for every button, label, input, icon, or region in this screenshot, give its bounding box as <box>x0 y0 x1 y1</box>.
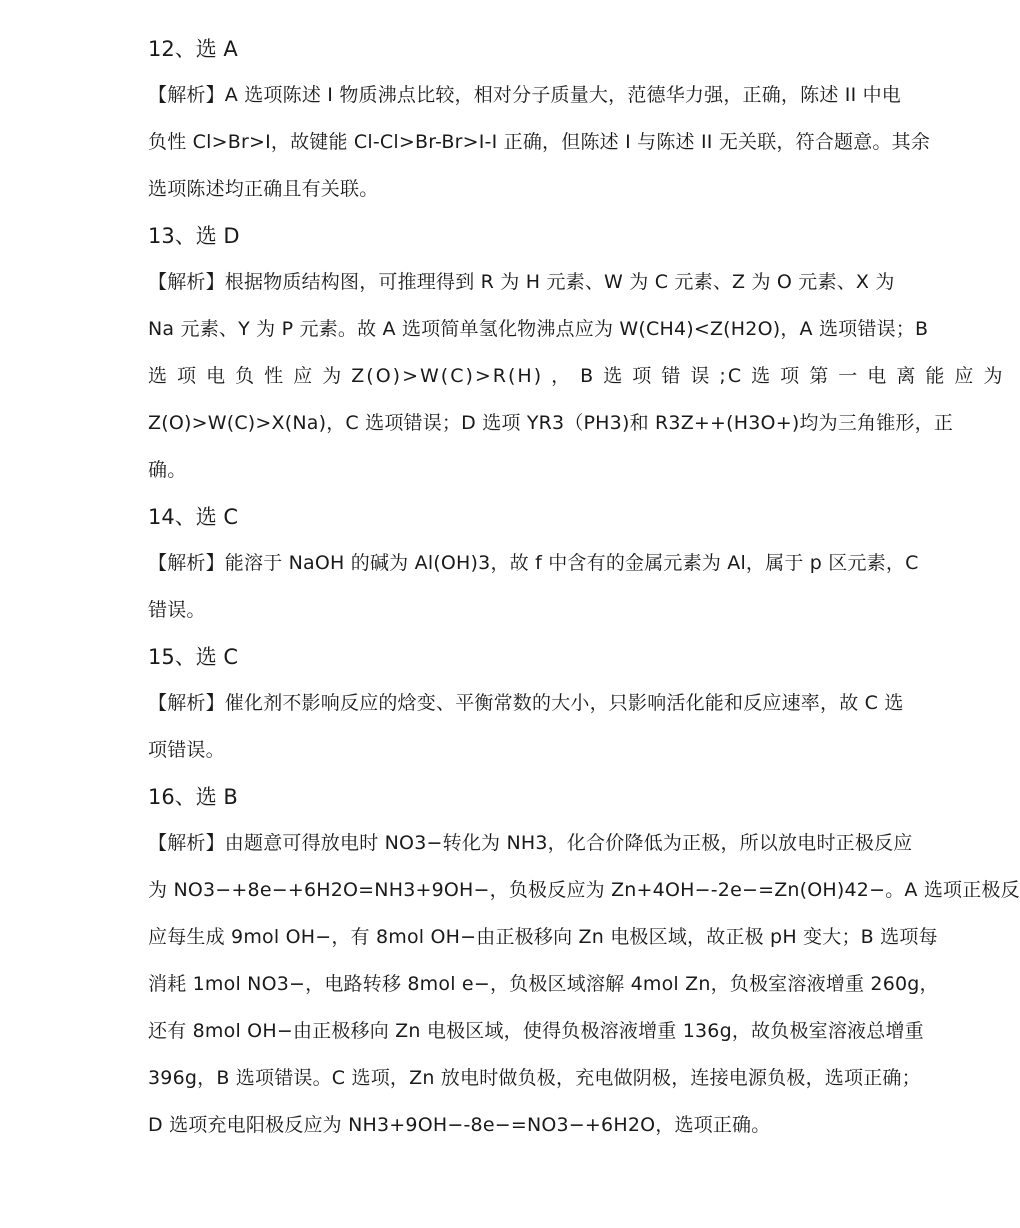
explanation-line: 【解析】A 选项陈述 I 物质沸点比较，相对分子质量大，范德华力强，正确，陈述 II 中电 <box>148 84 902 106</box>
explanation-line: 还有 8mol OH−由正极移向 Zn 电极区域，使得负极溶液增重 136g，故负极室溶液总增重 <box>148 1020 924 1042</box>
question-13-heading: 13、选 D <box>148 224 240 248</box>
explanation-line: 【解析】根据物质结构图，可推理得到 R 为 H 元素、W 为 C 元素、Z 为 O 元素、X 为 <box>148 271 895 293</box>
explanation-line: 消耗 1mol NO3−，电路转移 8mol e−，负极区域溶解 4mol Zn，负极室溶液增重 260g， <box>148 973 939 995</box>
question-16-heading: 16、选 B <box>148 785 238 809</box>
question-12-heading: 12、选 A <box>148 37 238 61</box>
question-14-heading: 14、选 C <box>148 505 239 529</box>
question-15-explanation <box>148 680 904 774</box>
explanation-line: Na 元素、Y 为 P 元素。故 A 选项简单氢化物沸点应为 W(CH4)<Z(H2O)，A 选项错误；B <box>148 318 929 340</box>
explanation-line: D 选项充电阳极反应为 NH3+9OH−-8e−=NO3−+6H2O，选项正确。 <box>148 1114 771 1136</box>
explanation-line: 错误。 <box>148 599 206 621</box>
explanation-line: Z(O)>W(C)>X(Na)，C 选项错误；D 选项 YR3（PH3)和 R3Z++(H3O+)均为三角锥形，正 <box>148 412 954 434</box>
question-12-explanation <box>148 72 931 213</box>
explanation-line: 项错误。 <box>148 739 225 761</box>
explanation-line: 选项陈述均正确且有关联。 <box>148 178 379 200</box>
explanation-line: 确。 <box>148 459 187 481</box>
question-13-explanation <box>148 259 1005 494</box>
explanation-line: 【解析】催化剂不影响反应的焓变、平衡常数的大小，只影响活化能和反应速率，故 C 选 <box>148 692 904 714</box>
question-15-heading: 15、选 C <box>148 645 239 669</box>
question-16-explanation <box>148 820 1020 1149</box>
explanation-line: 【解析】由题意可得放电时 NO3−转化为 NH3，化合价降低为正极，所以放电时正极反应 <box>148 832 913 854</box>
explanation-line: 【解析】能溶于 NaOH 的碱为 Al(OH)3，故 f 中含有的金属元素为 Al，属于 p 区元素，C <box>148 552 919 574</box>
explanation-line: 负性 Cl>Br>I，故键能 Cl-Cl>Br-Br>I-I 正确，但陈述 I 与陈述 II 无关联，符合题意。其余 <box>148 131 931 153</box>
explanation-line: 应每生成 9mol OH−，有 8mol OH−由正极移向 Zn 电极区域，故正极 pH 变大；B 选项每 <box>148 926 938 948</box>
question-14-explanation <box>148 540 919 634</box>
explanation-line: 为 NO3−+8e−+6H2O=NH3+9OH−，负极反应为 Zn+4OH−-2e−=Zn(OH)42−。A 选项正极反 <box>148 879 1020 901</box>
explanation-line: 396g，B 选项错误。C 选项，Zn 放电时做负极，充电做阴极，连接电源负极，选项正确； <box>148 1067 921 1089</box>
explanation-line: 选 项 电 负 性 应 为 Z(O)>W(C)>R(H) ， B 选 项 错 误 ;C 选 项 第 一 电 离 能 应 为 <box>148 365 1005 387</box>
